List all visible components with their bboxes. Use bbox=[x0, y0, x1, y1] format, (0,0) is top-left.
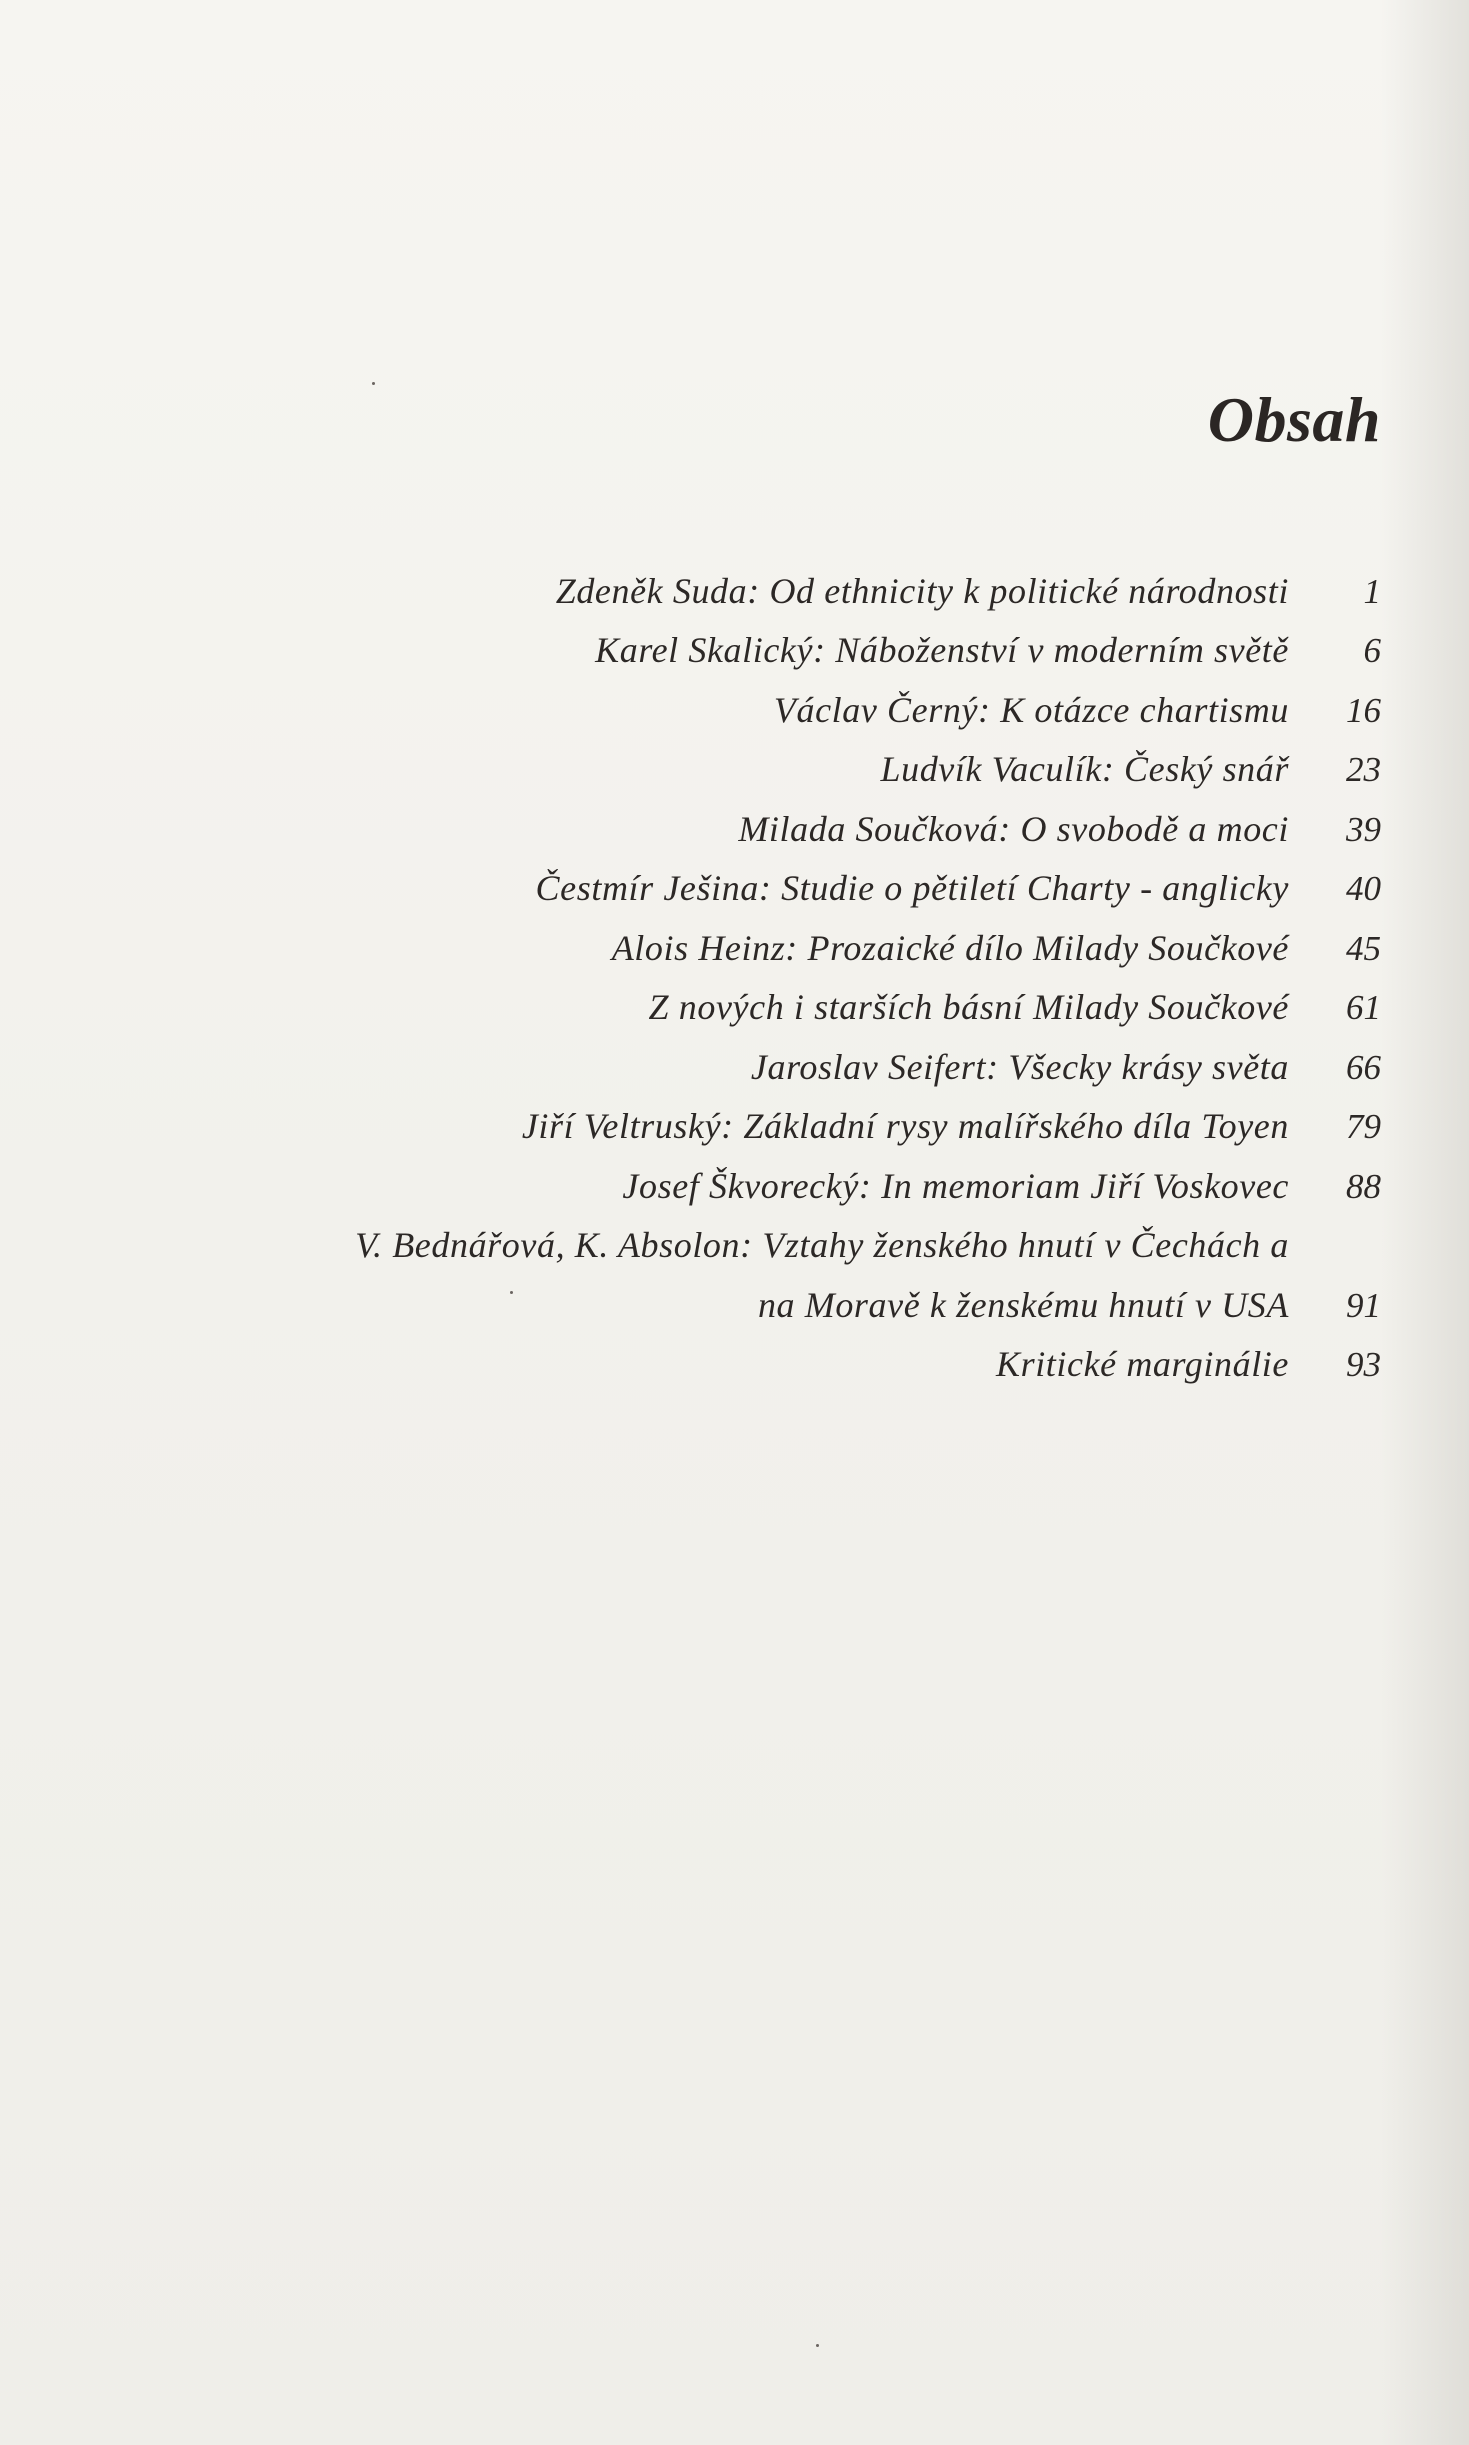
toc-entry-page: 66 bbox=[1346, 1047, 1381, 1087]
toc-entry bbox=[0, 912, 1469, 972]
toc-entry bbox=[0, 615, 1469, 675]
toc-entry bbox=[0, 1031, 1469, 1091]
toc-entry-title: Z nových i starších básní Milady Součkové bbox=[648, 987, 1289, 1027]
toc-entry bbox=[0, 1210, 1469, 1329]
toc-entry-title: Alois Heinz: Prozaické dílo Milady Součkové bbox=[611, 927, 1289, 968]
toc-entry-page: 93 bbox=[1346, 1345, 1381, 1384]
toc-entry-title: Čestmír Ješina: Studie o pětiletí Charty - anglicky bbox=[535, 868, 1289, 908]
toc-entry bbox=[0, 1150, 1469, 1210]
toc-entry-title: Jaroslav Seifert: Všecky krásy světa bbox=[750, 1046, 1289, 1087]
toc-entry-title: Zdeněk Suda: Od ethnicity k politické národnosti bbox=[555, 570, 1289, 611]
toc-entry bbox=[0, 555, 1469, 615]
toc-entry-title: Jiří Veltruský: Základní rysy malířského díla Toyen bbox=[521, 1106, 1289, 1146]
toc-entry-page: 6 bbox=[1363, 631, 1381, 670]
toc-entry-page: 1 bbox=[1363, 571, 1381, 611]
toc-entry-title: Karel Skalický: Náboženství v moderním světě bbox=[595, 630, 1289, 670]
toc-entry-page: 61 bbox=[1346, 988, 1381, 1027]
toc-entry-page: 88 bbox=[1346, 1166, 1381, 1206]
toc-entry bbox=[0, 972, 1469, 1032]
toc-entry-page: 45 bbox=[1346, 928, 1381, 968]
toc-entry bbox=[0, 793, 1469, 853]
toc-entry-page: 16 bbox=[1346, 690, 1381, 730]
toc-entry bbox=[0, 734, 1469, 794]
toc-entry-page: 91 bbox=[1346, 1285, 1381, 1325]
toc-entry-title: Kritické marginálie bbox=[995, 1344, 1289, 1384]
paper-speck bbox=[510, 1291, 513, 1294]
toc-entry bbox=[0, 853, 1469, 913]
contents-heading: Obsah bbox=[1207, 384, 1381, 455]
toc-entry-page: 79 bbox=[1346, 1107, 1381, 1146]
toc-entry-page: 40 bbox=[1346, 869, 1381, 908]
paper-speck bbox=[372, 382, 375, 385]
table-of-contents bbox=[0, 555, 1469, 1388]
toc-entry-title-line-1: V. Bednářová, K. Absolon: Vztahy ženského hnutí v Čechách a bbox=[355, 1225, 1289, 1265]
toc-entry-title: Josef Škvorecký: In memoriam Jiří Voskovec bbox=[622, 1165, 1289, 1206]
toc-entry-title: Václav Černý: K otázce chartismu bbox=[773, 689, 1289, 730]
toc-entry-title: Milada Součková: O svobodě a moci bbox=[738, 808, 1289, 849]
toc-entry bbox=[0, 1091, 1469, 1151]
toc-entry-title-line-2: na Moravě k ženskému hnutí v USA bbox=[757, 1284, 1289, 1325]
paper-speck bbox=[816, 2344, 819, 2347]
toc-entry-page: 39 bbox=[1346, 809, 1381, 849]
toc-entry bbox=[0, 1329, 1469, 1389]
toc-entry bbox=[0, 674, 1469, 734]
toc-entry-title: Ludvík Vaculík: Český snář bbox=[880, 749, 1289, 789]
toc-entry-page: 23 bbox=[1346, 750, 1381, 789]
